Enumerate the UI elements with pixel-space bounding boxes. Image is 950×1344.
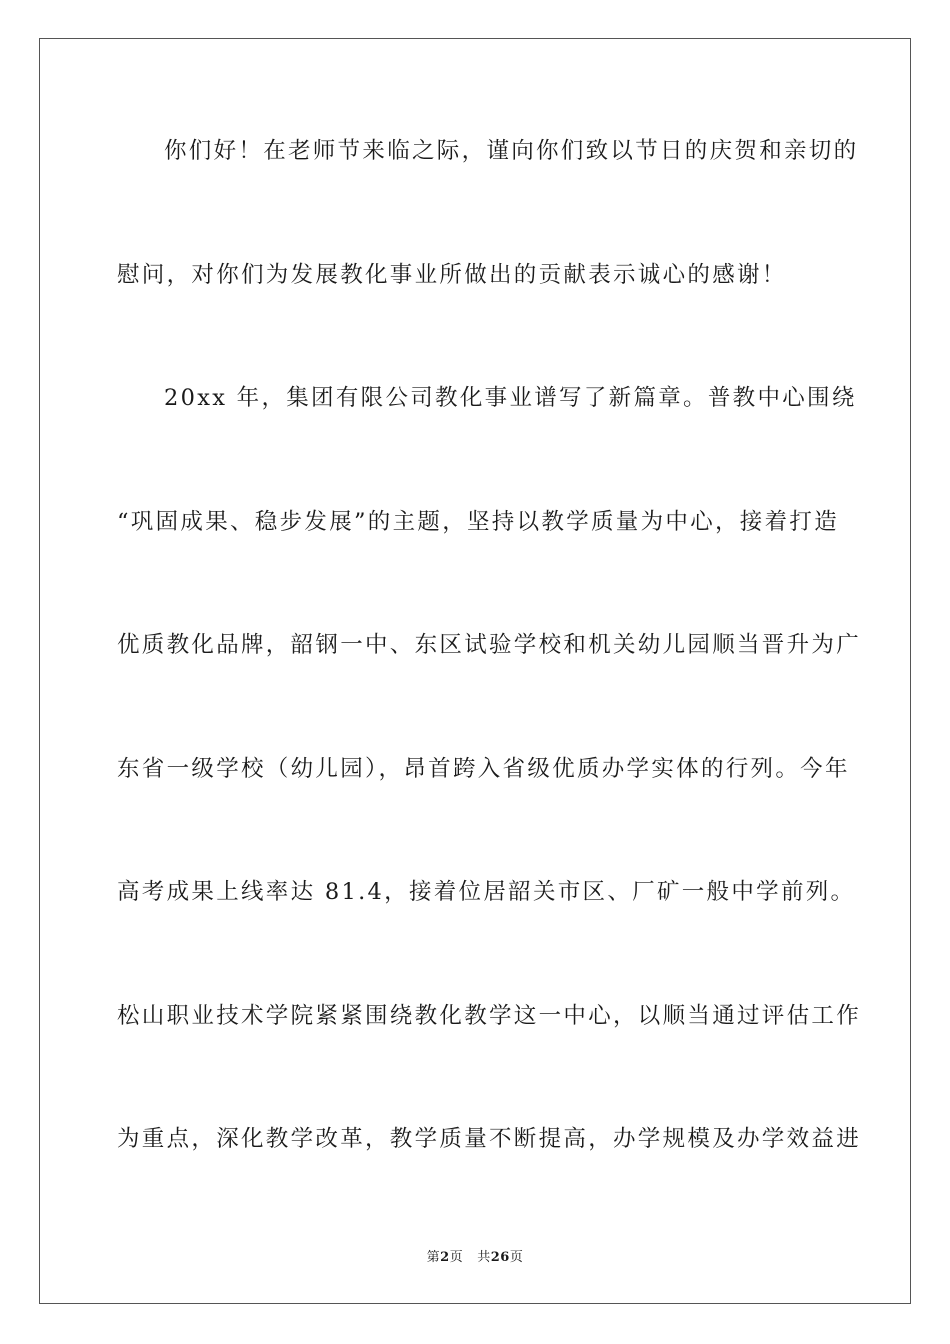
paragraph-line: 20xx 年，集团有限公司教化事业谱写了新篇章。普教中心围绕	[164, 385, 857, 411]
document-body	[117, 126, 862, 1238]
paragraph-line: 东省一级学校（幼儿园），昂首跨入省级优质办学实体的行列。今年	[117, 755, 850, 782]
paragraph-line: “巩固成果、稳步发展”的主题，坚持以教学质量为中心，接着打造	[117, 508, 840, 535]
paragraph-line: 优质教化品牌，韶钢一中、东区试验学校和机关幼儿园顺当晋升为广	[117, 632, 862, 658]
page-number: 2	[440, 1250, 450, 1265]
paragraph-line: 为重点，深化教学改革，教学质量不断提高，办学规模及办学效益进	[117, 1126, 862, 1152]
paragraph-line: 高考成果上线率达 81.4，接着位居韶关市区、厂矿一般中学前列。	[117, 879, 856, 905]
paragraph-line: 松山职业技术学院紧紧围绕教化教学这一中心，以顺当通过评估工作	[117, 1002, 862, 1029]
paragraph-line: 你们好！在老师节来临之际，谨向你们致以节日的庆贺和亲切的	[164, 138, 859, 164]
total-pages: 26	[490, 1250, 510, 1265]
total-label-prefix: 共	[477, 1250, 491, 1265]
paragraph-line: 慰问，对你们为发展教化事业所做出的贡献表示诚心的感谢！	[117, 261, 787, 288]
page-label-prefix: 第	[426, 1250, 441, 1265]
page-label-suffix: 页	[449, 1250, 464, 1265]
total-label-suffix: 页	[509, 1250, 524, 1265]
page-footer	[0, 1249, 950, 1267]
